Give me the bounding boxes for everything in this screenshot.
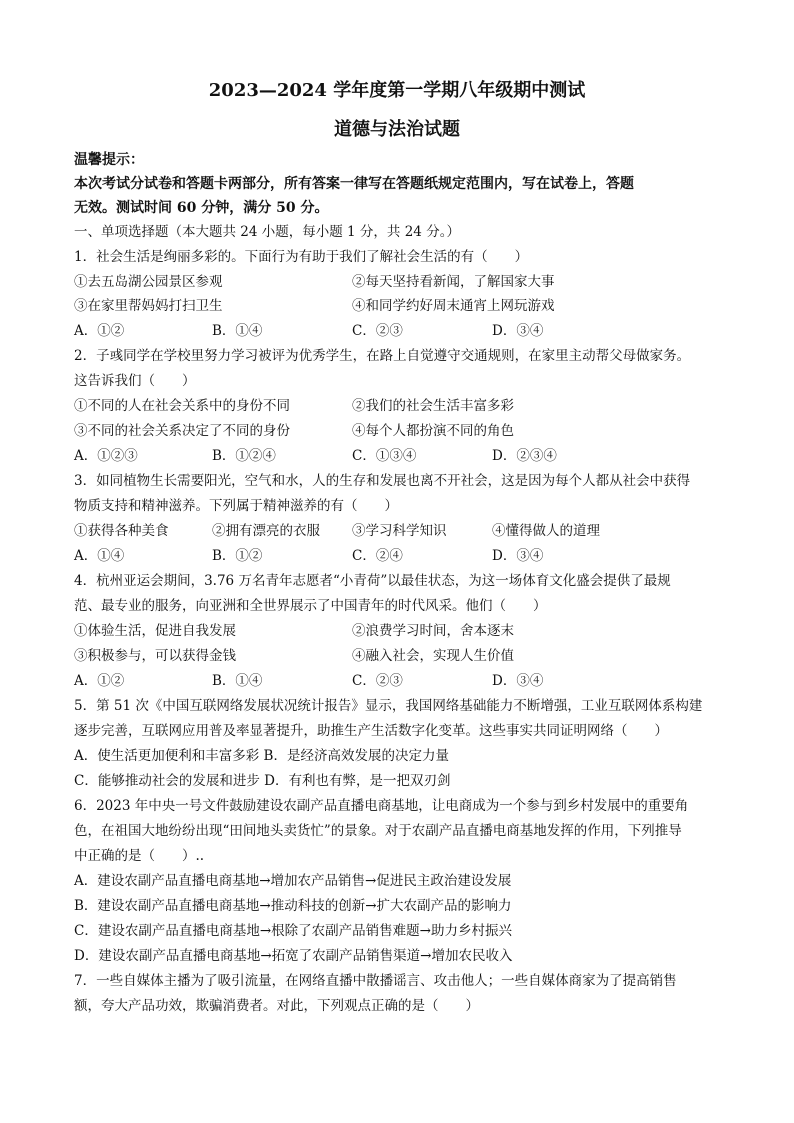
q1-option-b: B．①④: [212, 323, 263, 339]
question-2-stem-1: 2．子彧同学在学校里努力学习被评为优秀学生，在路上自觉遵守交通规则，在家里主动帮父母做家务。: [74, 348, 691, 364]
notice-line-2: 无效。测试时间 60 分钟，满分 50 分。: [74, 200, 329, 216]
q6-option-b: B．建设农副产品直播电商基地→推动科技的创新→扩大农副产品的影响力: [74, 898, 512, 914]
q1-statement-4: ④和同学约好周末通宵上网玩游戏: [352, 298, 555, 314]
q1-statement-3: ③在家里帮妈妈打扫卫生: [74, 298, 223, 314]
question-1-stem: 1．社会生活是绚丽多彩的。下面行为有助于我们了解社会生活的有（ ）: [74, 249, 529, 265]
q6-option-c: C．建设农副产品直播电商基地→根除了农副产品销售难题→助力乡村振兴: [74, 923, 512, 939]
question-6-stem-1: 6．2023 年中央一号文件鼓励建设农副产品直播电商基地，让电商成为一个参与到乡村发展中的重要角: [74, 798, 689, 814]
q4-statement-2: ②浪费学习时间，舍本逐末: [352, 623, 514, 639]
q3-option-b: B．①②: [212, 548, 263, 564]
q2-statement-4: ④每个人都扮演不同的角色: [352, 423, 514, 439]
question-4-stem-2: 范、最专业的服务，向亚洲和全世界展示了中国青年的时代风采。他们（ ）: [74, 598, 547, 614]
q2-statement-1: ①不同的人在社会关系中的身份不同: [74, 398, 290, 414]
question-6-stem-2: 色，在祖国大地纷纷出现“田间地头卖货忙”的景象。对于农副产品直播电商基地发挥的作用，下列推导: [74, 823, 682, 839]
q1-option-d: D．③④: [492, 323, 544, 339]
section-heading: 一、单项选择题（本大题共 24 小题，每小题 1 分，共 24 分。）: [74, 224, 460, 240]
q4-statement-3: ③积极参与，可以获得金钱: [74, 648, 236, 664]
q3-option-a: A．①④: [74, 548, 125, 564]
question-6-stem-3: 中正确的是（ ）..: [74, 848, 205, 864]
question-2-stem-2: 这告诉我们（ ）: [74, 373, 196, 389]
q2-option-d: D．②③④: [492, 448, 557, 464]
q6-option-a: A．建设农副产品直播电商基地→增加农产品销售→促进民主政治建设发展: [74, 873, 512, 889]
q2-option-b: B．①②④: [212, 448, 276, 464]
question-7-stem-1: 7．一些自媒体主播为了吸引流量，在网络直播中散播谣言、攻击他人；一些自媒体商家为了提高销售: [74, 973, 677, 989]
exam-subtitle: 道德与法治试题: [334, 119, 460, 140]
question-5-stem-1: 5．第 51 次《中国互联网络发展状况统计报告》显示，我国网络基础能力不断增强，工业互联网体系构建: [74, 698, 703, 714]
question-5-stem-2: 逐步完善，互联网应用普及率显著提升，助推生产生活数字化变革。这些事实共同证明网络（ ）: [74, 723, 668, 739]
q2-statement-2: ②我们的社会生活丰富多彩: [352, 398, 514, 414]
question-7-stem-2: 额，夸大产品功效，欺骗消费者。对此，下列观点正确的是（ ）: [74, 998, 479, 1014]
q1-option-c: C．②③: [352, 323, 403, 339]
q4-option-d: D．③④: [492, 673, 544, 689]
q4-option-b: B．①④: [212, 673, 263, 689]
q4-option-c: C．②③: [352, 673, 403, 689]
question-3-stem-1: 3．如同植物生长需要阳光，空气和水，人的生存和发展也离不开社会，这是因为每个人都从社会中获得: [74, 473, 691, 489]
q3-statement-4: ④懂得做人的道理: [492, 523, 600, 539]
q3-statement-3: ③学习科学知识: [352, 523, 447, 539]
q5-options-cd: C．能够推动社会的发展和进步 D．有利也有弊，是一把双刃剑: [74, 773, 451, 789]
q2-option-c: C．①③④: [352, 448, 417, 464]
q1-option-a: A．①②: [74, 323, 125, 339]
exam-title: 2023—2024 学年度第一学期八年级期中测试: [208, 80, 586, 101]
q6-option-d: D．建设农副产品直播电商基地→拓宽了农副产品销售渠道→增加农民收入: [74, 948, 513, 964]
q2-option-a: A．①②③: [74, 448, 138, 464]
q5-options-ab: A．使生活更加便利和丰富多彩 B．是经济高效发展的决定力量: [74, 748, 449, 764]
q3-option-d: D．③④: [492, 548, 544, 564]
question-4-stem-1: 4．杭州亚运会期间，3.76 万名青年志愿者“小青荷”以最佳状态，为这一场体育文化盛会提供了最规: [74, 573, 671, 589]
q4-option-a: A．①②: [74, 673, 125, 689]
q3-statement-1: ①获得各种美食: [74, 523, 169, 539]
notice-label: 温馨提示：: [74, 152, 144, 168]
q1-statement-2: ②每天坚持看新闻，了解国家大事: [352, 274, 555, 290]
q2-statement-3: ③不同的社会关系决定了不同的身份: [74, 423, 290, 439]
q4-statement-1: ①体验生活，促进自我发展: [74, 623, 236, 639]
question-3-stem-2: 物质支持和精神滋养。下列属于精神滋养的有（ ）: [74, 498, 398, 514]
notice-line-1: 本次考试分试卷和答题卡两部分，所有答案一律写在答题纸规定范围内，写在试卷上，答题: [74, 176, 634, 192]
q3-option-c: C．②④: [352, 548, 403, 564]
q3-statement-2: ②拥有漂亮的衣服: [212, 523, 320, 539]
q4-statement-4: ④融入社会，实现人生价值: [352, 648, 514, 664]
q1-statement-1: ①去五岛湖公园景区参观: [74, 274, 223, 290]
